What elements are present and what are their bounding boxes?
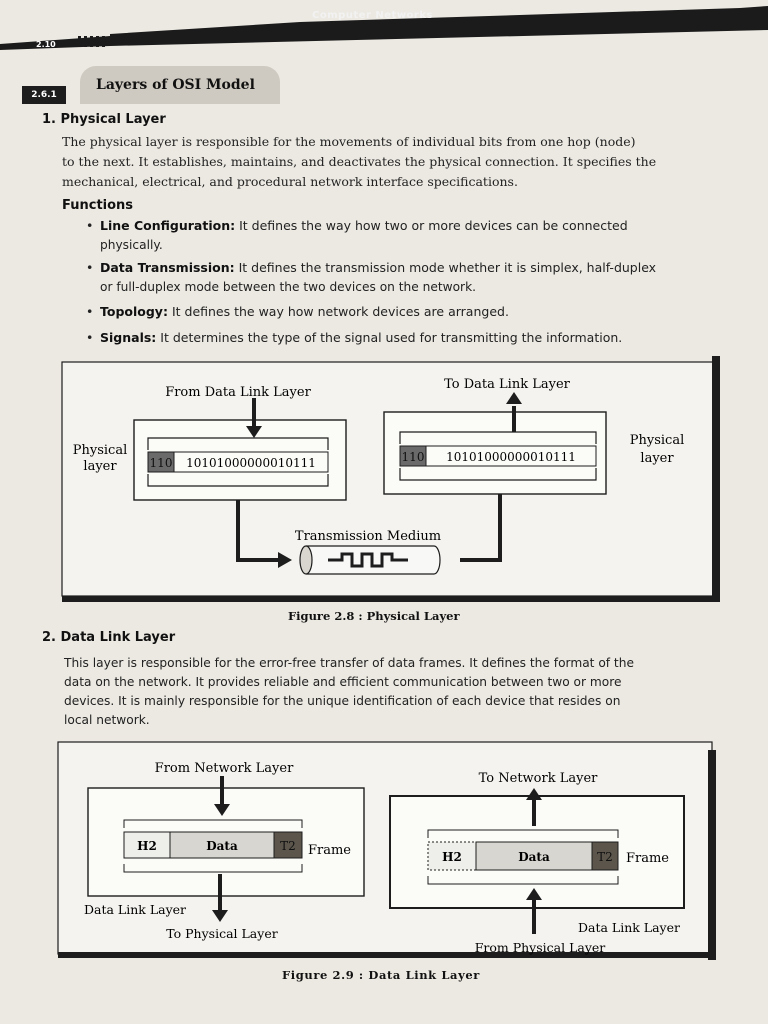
bullet-term: Line Configuration: <box>100 218 236 233</box>
from-network-label: From Network Layer <box>154 761 294 776</box>
datalink-para-line-4: local network. <box>64 713 150 727</box>
to-data-link-label: To Data Link Layer <box>444 377 570 392</box>
section-number: 2.6.1 <box>22 86 66 104</box>
figure-shadow-bottom <box>62 596 720 602</box>
right-t2: T2 <box>597 850 613 864</box>
left-frame-label: Frame <box>308 843 352 858</box>
right-layer-label-line-2: layer <box>640 451 674 466</box>
bullet-continuation: physically. <box>100 238 163 252</box>
running-header-bar <box>0 0 768 52</box>
right-layer-label-line-1: Physical <box>629 433 685 448</box>
left-data: Data <box>206 839 238 853</box>
bullet-text: It defines the transmission mode whether it is simplex, half-duplex <box>234 260 657 275</box>
figure-shadow-right <box>712 356 720 600</box>
datalink-para-line-3: devices. It is mainly responsible for the unique identification of each device that resides on <box>64 694 621 708</box>
transmission-medium-label: Transmission Medium <box>294 529 442 544</box>
bullet-text: It defines the way how two or more devices can be connected <box>235 218 628 233</box>
functions-heading: Functions <box>62 198 134 213</box>
physical-para-line-2: to the next. It establishes, maintains, and deactivates the physical connection. It specifies the <box>62 154 657 169</box>
right-frame-label: Frame <box>626 851 670 866</box>
bullet-text: It defines the way how network devices are arranged. <box>167 304 509 319</box>
page-number: 2.10 <box>36 40 56 49</box>
datalink-para-line-2: data on the network. It provides reliable and efficient communication between two or more <box>64 675 622 689</box>
left-layer-label: Data Link Layer <box>84 902 187 917</box>
from-physical-label: From Physical Layer <box>474 940 606 955</box>
left-h2: H2 <box>137 839 157 853</box>
physical-para-line-3: mechanical, electrical, and procedural network interface specifications. <box>62 174 518 189</box>
right-data: Data <box>518 850 550 864</box>
medium-cable-end <box>300 546 312 574</box>
running-title: Computer Networks <box>312 10 433 21</box>
bullet-data-transmission <box>100 258 656 278</box>
datalink-para-line-1: This layer is responsible for the error-free transfer of data frames. It defines the format of the <box>64 656 634 670</box>
to-network-label: To Network Layer <box>478 771 598 786</box>
right-h2: H2 <box>442 850 462 864</box>
bullet-line-configuration <box>100 216 628 236</box>
data-link-layer-heading: 2. Data Link Layer <box>42 630 176 645</box>
left-layer-label-line-2: layer <box>83 459 117 474</box>
physical-layer-figure <box>56 346 722 604</box>
figure-2-9-caption: Figure 2.9 : Data Link Layer <box>282 968 480 982</box>
left-layer-label-line-1: Physical <box>72 443 128 458</box>
figure-shadow-bottom <box>58 952 716 958</box>
bullet-topology <box>100 302 509 322</box>
bullet-continuation: or full-duplex mode between the two devices on the network. <box>100 280 476 294</box>
left-t2: T2 <box>280 839 296 853</box>
from-data-link-label: From Data Link Layer <box>165 385 311 400</box>
figure-2-8-caption: Figure 2.8 : Physical Layer <box>288 609 460 623</box>
data-link-layer-figure <box>52 736 722 962</box>
to-physical-label: To Physical Layer <box>166 926 278 941</box>
bullet-term: Data Transmission: <box>100 260 235 275</box>
left-payload-bits: 10101000000010111 <box>186 456 316 470</box>
bullet-signals <box>100 328 622 348</box>
section-title: Layers of OSI Model <box>96 77 255 93</box>
bullet-term: Topology: <box>100 304 168 319</box>
right-header-bits: 110 <box>401 450 425 464</box>
right-layer-label: Data Link Layer <box>577 920 680 935</box>
physical-para-line-1: The physical layer is responsible for the movements of individual bits from one hop (node) <box>62 134 636 149</box>
bullet-term: Signals: <box>100 330 157 345</box>
figure-shadow-right <box>708 750 716 960</box>
left-header-bits: 110 <box>149 456 173 470</box>
physical-layer-heading: 1. Physical Layer <box>42 112 166 127</box>
right-payload-bits: 10101000000010111 <box>446 450 576 464</box>
bullet-text: It determines the type of the signal used for transmitting the information. <box>156 330 623 345</box>
